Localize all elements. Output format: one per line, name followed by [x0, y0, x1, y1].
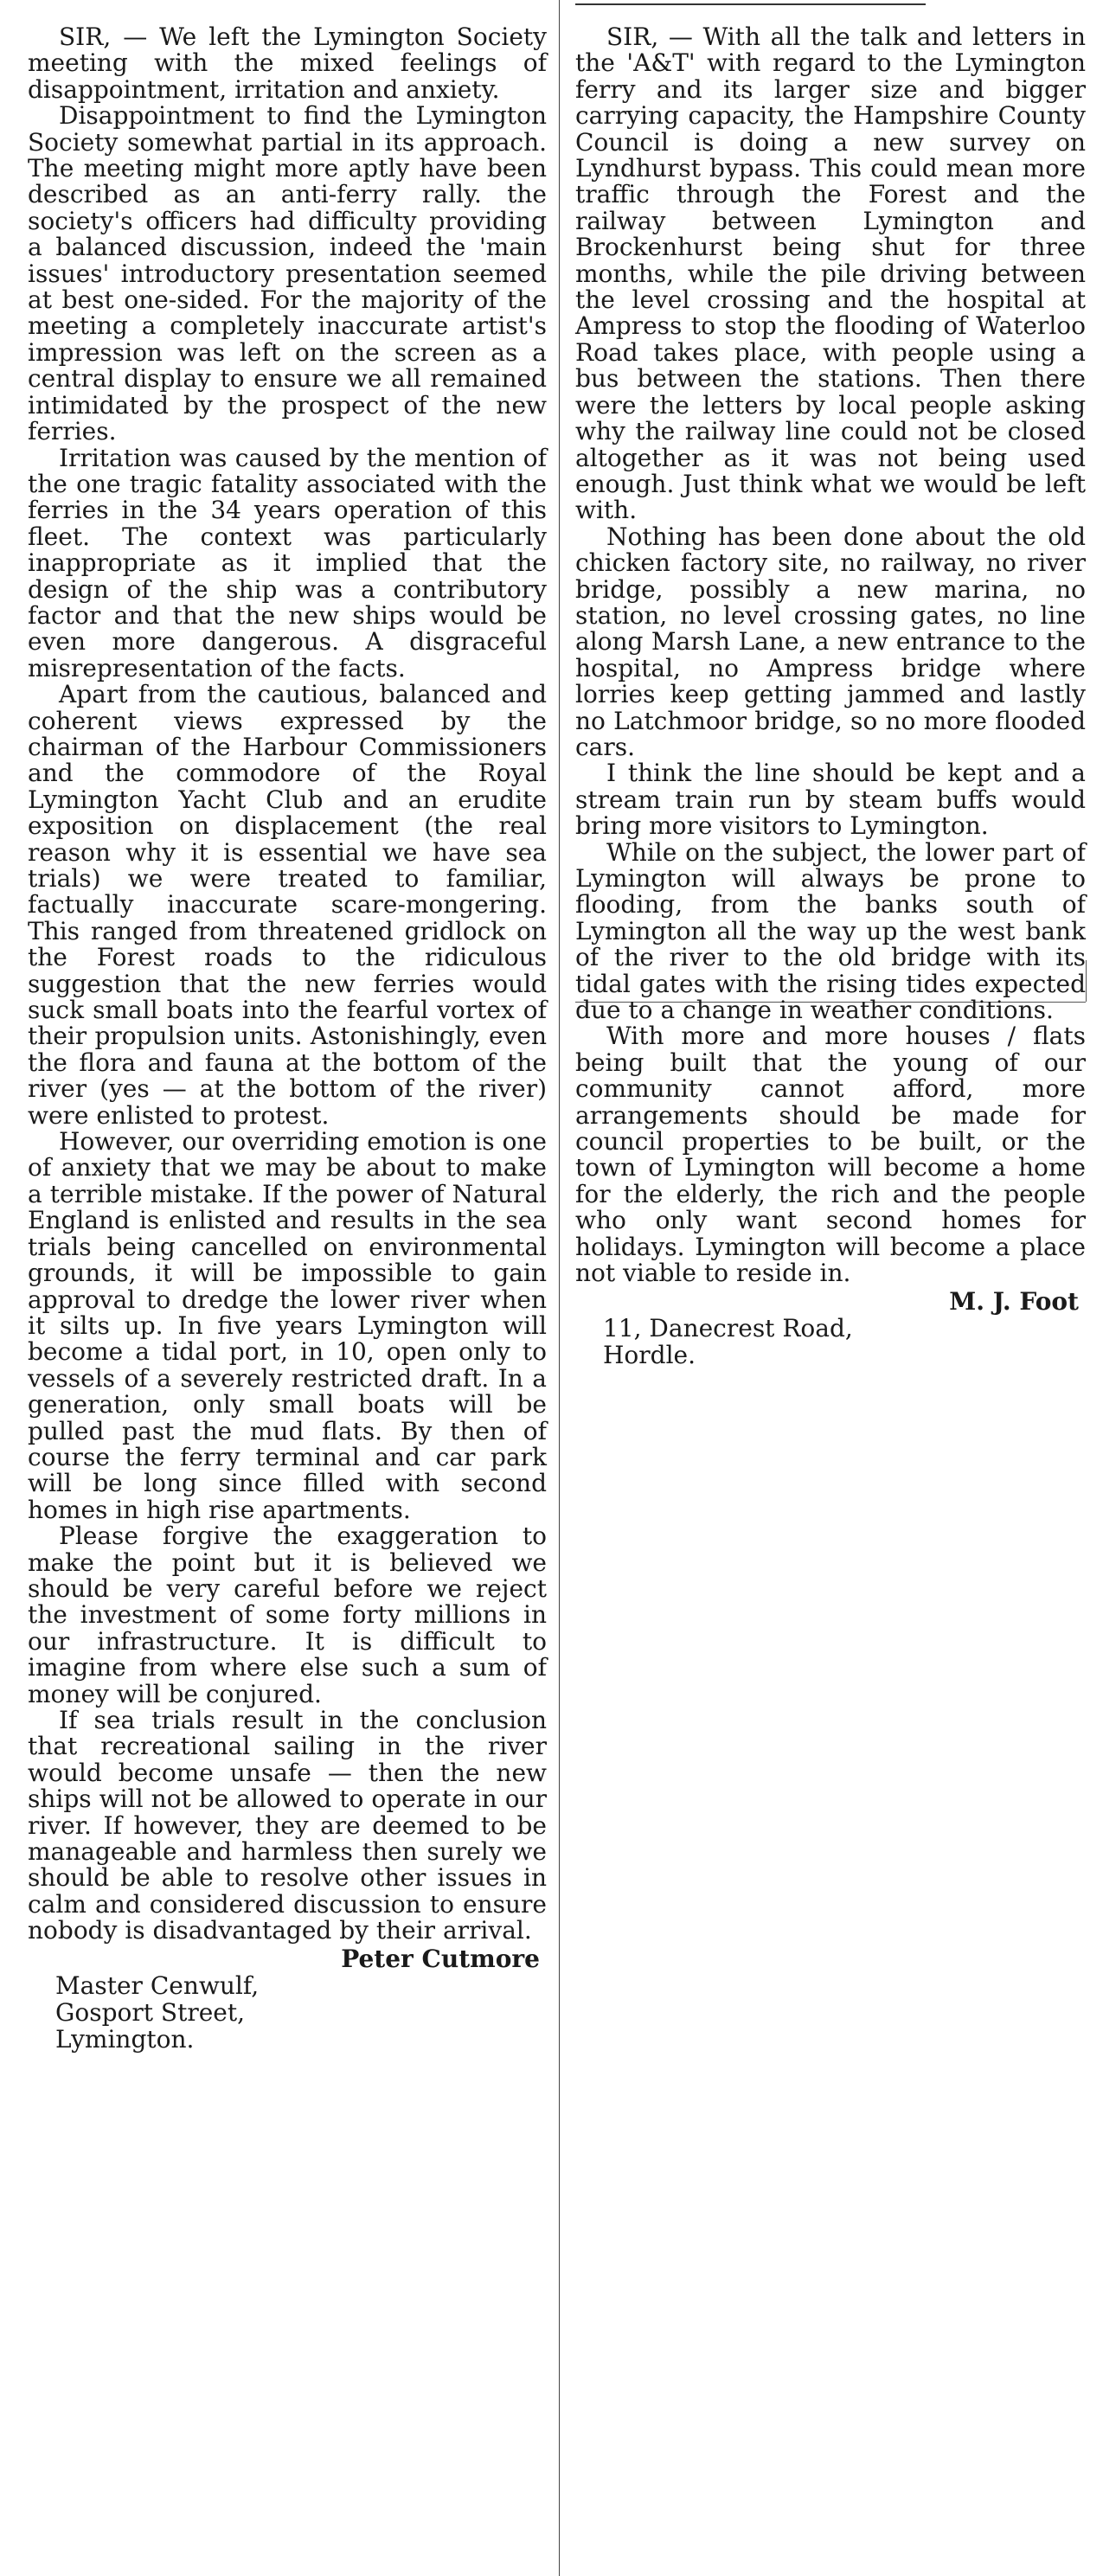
address-line: Lymington.	[55, 2025, 195, 2054]
letter-paragraph: If sea trials result in the conclusion that recreational sailing in the river would become unsafe — then the new ships will not be allowed to operate in our river. If however, they are deemed to be manageable and harmless then surely we should be able to resolve other issues in calm and considered discussion to ensure nobody is disadvantaged by their arrival.	[28, 1706, 547, 1945]
letter-paragraph: While on the subject, the lower part of Lymington will always be prone to flooding, from the banks south of Lymington all the way up the west bank of the river to the old bridge with its tidal gates with the rising tides expected due to a change in weather conditions.	[575, 837, 1086, 1025]
letter-signature: Peter Cutmore	[341, 1944, 540, 1973]
letter-paragraph: Nothing has been done about the old chicken factory site, no railway, no river bridge, possibly a new marina, no station, no level crossing gates, no line along Marsh Lane, a new entrance to the hospital, no Ampress bridge where lorries keep getting jammed and lastly no Latchmoor bridge, so no more flooded cars.	[575, 522, 1086, 761]
letter-paragraph: SIR, — With all the talk and letters in the 'A&T' with regard to the Lymington ferry and its larger size and bigger carrying capacity, the Hampshire County Council is doing a new survey on Lyndhurst bypass. This could mean more traffic through the Forest and the railway between Lymington and Brockenhurst being shut for three months, while the pile driving between the level crossing and the hospital at Ampress to stop the flooding of Waterloo Road takes place, with people using a bus between the stations. Then there were the letters by local people asking why the railway line could not be closed altogether as it was not being used enough. Just think what we would be left with.	[575, 22, 1086, 525]
letter-address	[603, 1315, 1086, 1368]
address-line: Hordle.	[603, 1340, 696, 1369]
letter-paragraph: Irritation was caused by the mention of the one tragic fatality associated with the ferries in the 34 years operation of this fleet. The context was particularly inappropriate as it implied that the design of the ship was a contributory factor and that the new ships would be even more dangerous. A disgraceful misrepresentation of the facts.	[28, 443, 547, 682]
letter-paragraph: Apart from the cautious, balanced and coherent views expressed by the chairman of the Harbour Commissioners and the commodore of the Royal Lymington Yacht Club and an erudite exposition on displacement (the real reason why it is essential we have sea trials) we were treated to familiar, factually inaccurate scare-mongering. This ranged from threatened gridlock on the Forest roads to the ridiculous suggestion that the new ferries would suck small boats into the fearful vortex of their propulsion units. Astonishingly, even the flora and fauna at the bottom of the river (yes — at the bottom of the river) were enlisted to protest.	[28, 680, 547, 1130]
letter-paragraph: However, our overriding emotion is one of anxiety that we may be about to make a terrible mistake. If the power of Natural England is enlisted and results in the sea trials being cancelled on environmental grounds, it will be impossible to gain approval to dredge the lower river when it silts up. In five years Lymington will become a tidal port, in 10, open only to vessels of a severely restricted draft. In a generation, only small boats will be pulled past the mud flats. By then of course the ferry terminal and car park will be long since filled with second homes in high rise apartments.	[28, 1127, 547, 1524]
top-rule	[575, 3, 926, 5]
letter-paragraph: I think the line should be kept and a stream train run by steam buffs would bring more visitors to Lymington.	[575, 759, 1086, 841]
letter-paragraph: Disappointment to find the Lymington Society somewhat partial in its approach. The meeting might more aptly have been described as an anti-ferry rally. the society's officers had difficulty providing a balanced discussion, indeed the 'main issues' introductory presentation seemed at best one-sided. For the majority of the meeting a completely inaccurate artist's impression was left on the screen as a central display to ensure we all remained intimidated by the prospect of the new ferries.	[28, 101, 547, 446]
letter-cutmore	[28, 24, 547, 2053]
letter-paragraph: Please forgive the exaggeration to make the point but it is believed we should be very careful before we reject the investment of some forty millions in our infrastructure. It is difficult to imagine from where else such a sum of money will be conjured.	[28, 1522, 547, 1708]
address-line: 11, Danecrest Road,	[603, 1313, 853, 1342]
address-line: Gosport Street,	[55, 1998, 246, 2028]
letter-address	[55, 1972, 547, 2053]
letter-signature: M. J. Foot	[949, 1286, 1079, 1316]
address-line: Master Cenwulf,	[55, 1971, 260, 2001]
letter-box-side-rule	[1086, 960, 1087, 1002]
letter-paragraph: SIR, — We left the Lymington Society meeting with the mixed feelings of disappointment, irritation and anxiety.	[28, 22, 547, 104]
column-divider	[559, 0, 560, 2576]
letter-paragraph: With more and more houses / flats being built that the young of our community cannot afford, more arrangements should be made for council properties to be built, or the town of Lymington will become a home for the elderly, the rich and the people who only want second homes for holidays. Lymington will become a place not viable to reside in.	[575, 1022, 1086, 1288]
letter-foot	[575, 24, 1086, 1368]
